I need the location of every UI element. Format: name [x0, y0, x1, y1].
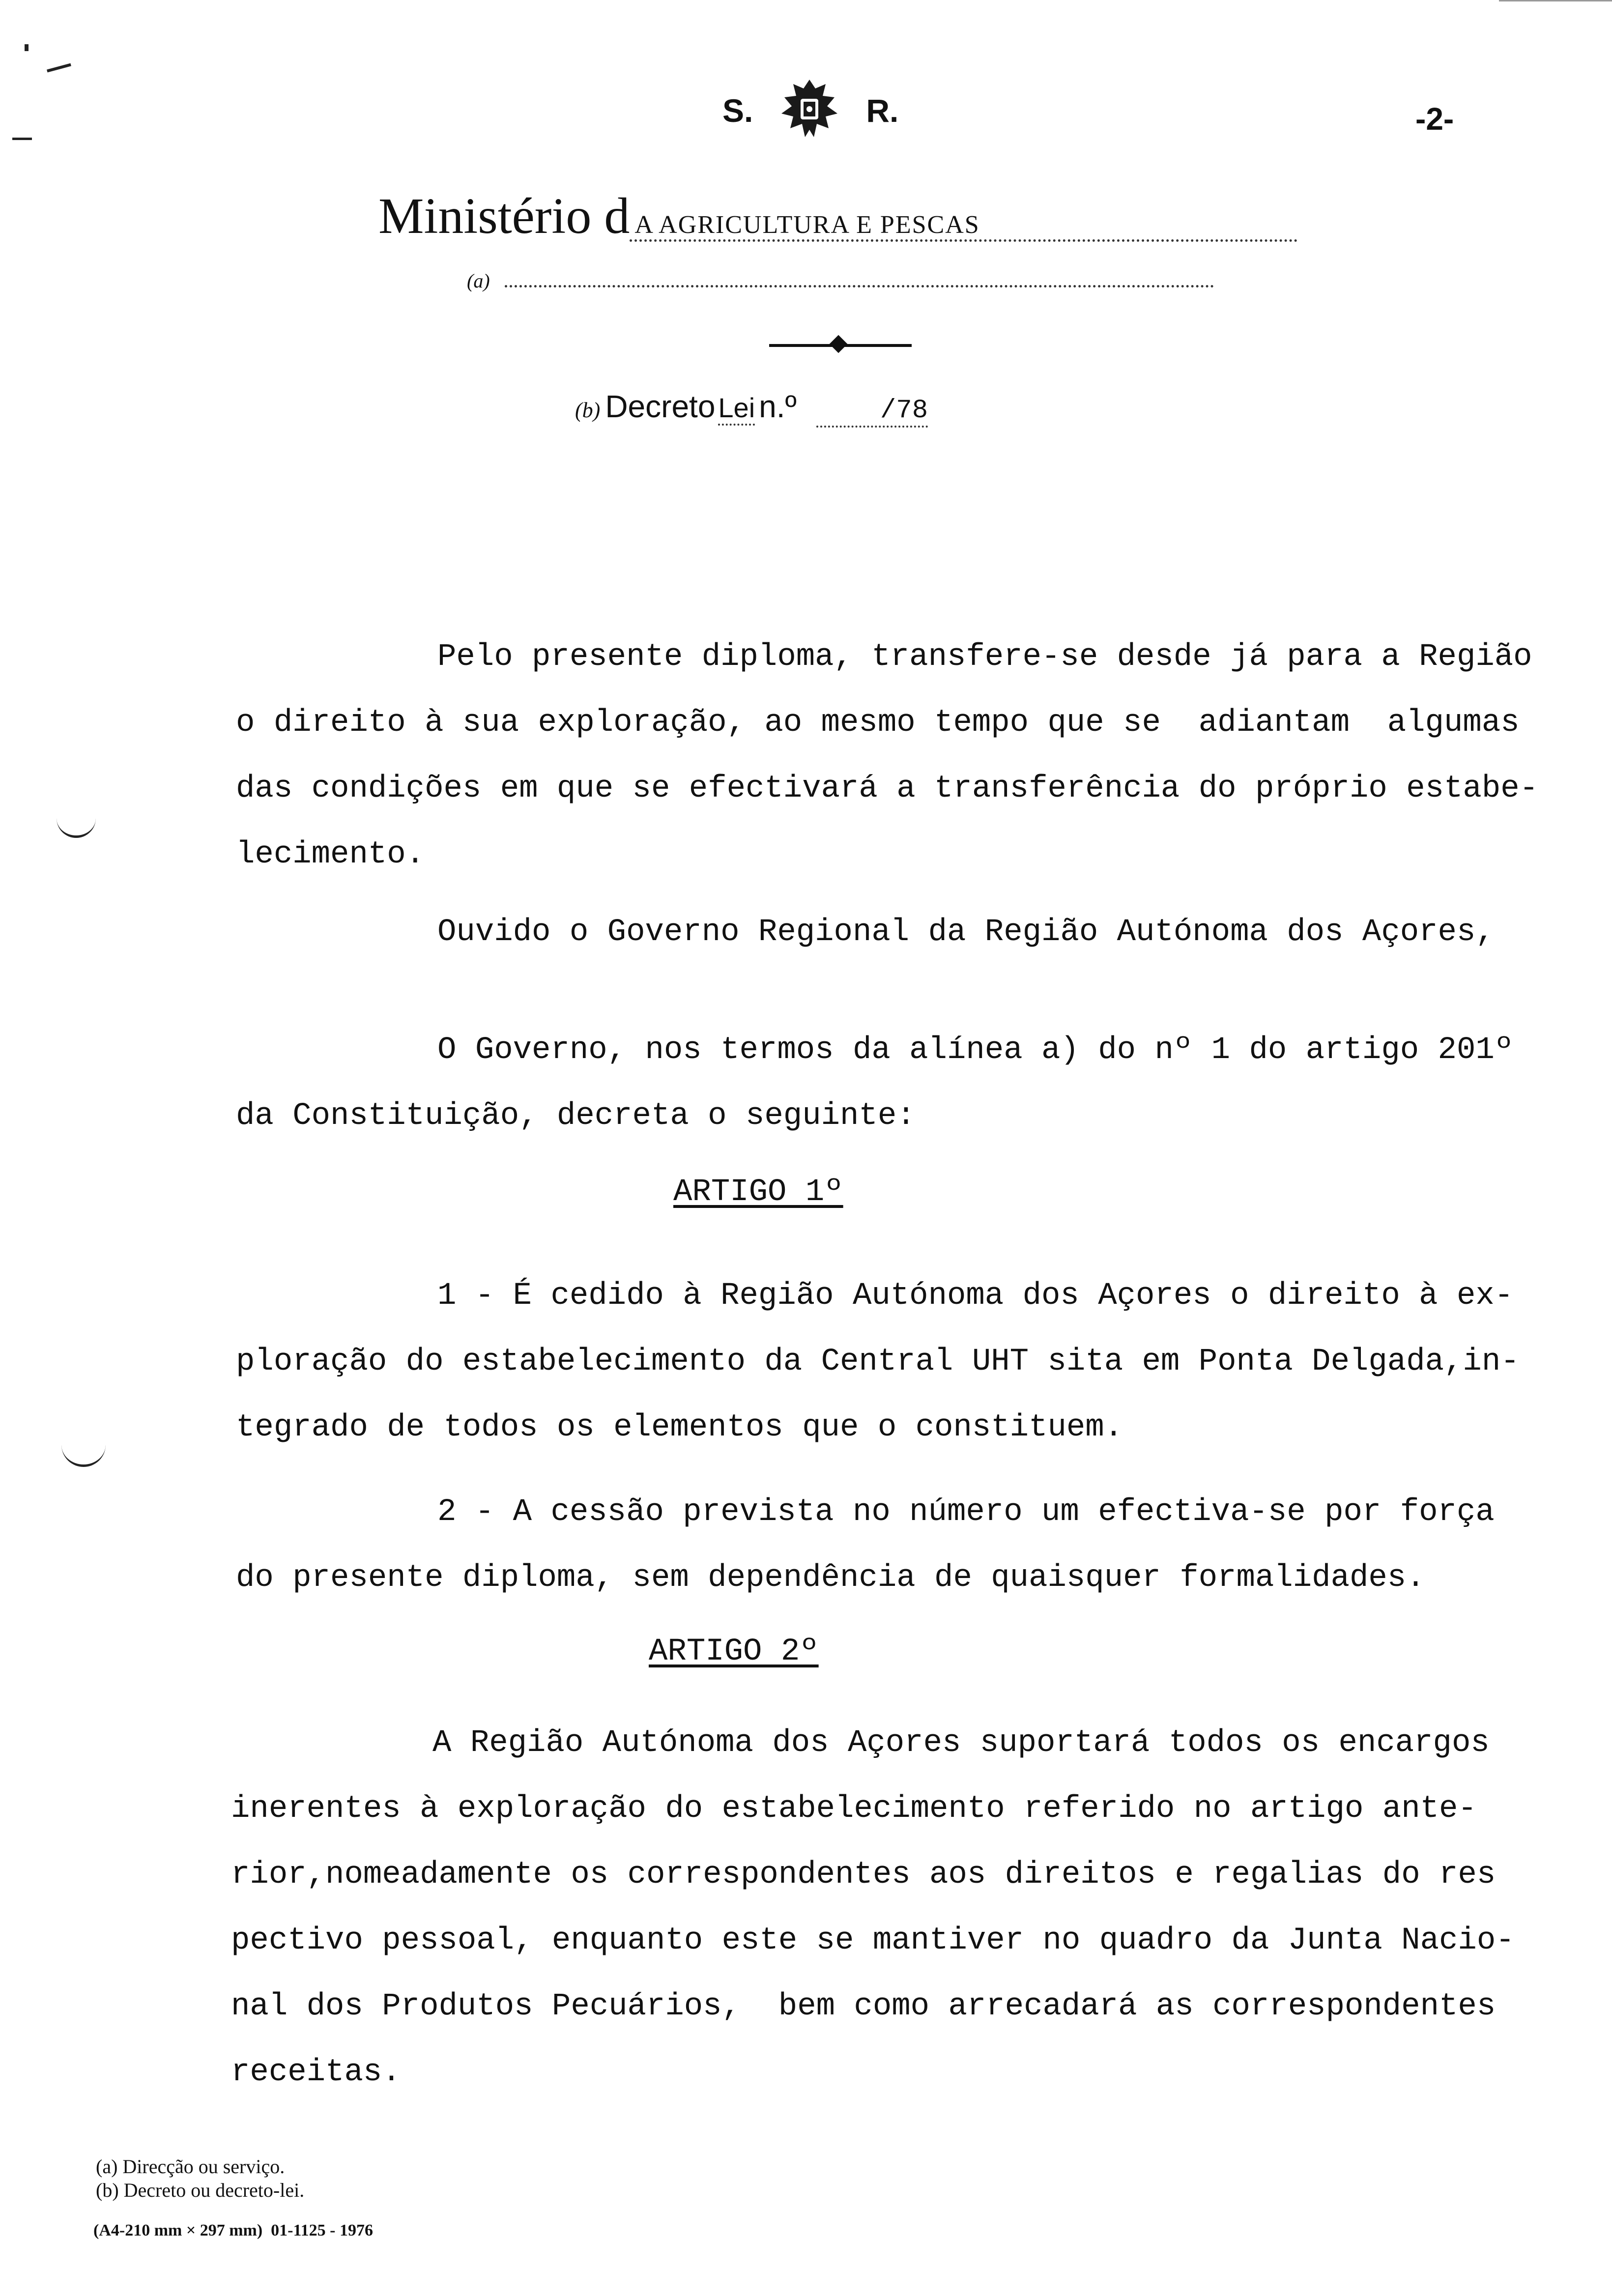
ministry-label: Ministério d [378, 188, 630, 244]
ministry-line [378, 187, 1297, 245]
form-identifier: (A4-210 mm × 297 mm) 01-1125 - 1976 [93, 2221, 373, 2239]
header-letter-s: S. [722, 92, 753, 129]
diamond-ornament-icon [830, 335, 848, 353]
direction-marker: (a) [467, 270, 490, 292]
text-line: ploração do estabelecimento da Central UHT sita em Ponta Delgada,in- [236, 1344, 1520, 1379]
decree-type: Lei [718, 392, 755, 426]
scan-mark [12, 138, 32, 140]
text-line: nal dos Produtos Pecuários, bem como arrecadará as correspondentes [231, 1989, 1496, 2024]
article-1-item-1 [236, 1263, 1520, 1461]
scan-edge-line [1499, 0, 1612, 1]
intro-paragraph-1 [236, 624, 1538, 888]
decree-label: Decreto [605, 389, 716, 424]
text-line: da Constituição, decreta o seguinte: [236, 1098, 916, 1134]
text-line: Ouvido o Governo Regional da Região Autónoma dos Açores, [437, 915, 1495, 950]
scan-mark [25, 44, 29, 51]
text-line: inerentes à exploração do estabelecimento referido no artigo ante- [231, 1791, 1477, 1827]
article-2-heading: ARTIGO 2º [649, 1634, 819, 1669]
intro-paragraph-2 [437, 899, 1495, 965]
coat-of-arms-seal-icon [773, 74, 846, 147]
intro-paragraph-3 [236, 1017, 1513, 1149]
footnote-b: (b) Decreto ou decreto-lei. [96, 2179, 305, 2201]
decree-number: /78 [816, 396, 928, 428]
decree-number-label: n.º [759, 389, 797, 424]
punch-hole-mark [61, 1435, 106, 1467]
header-sr [722, 74, 898, 147]
article-2-body [231, 1710, 1515, 2105]
text-line: tegrado de todos os elementos que o constituem. [236, 1410, 1123, 1445]
page-number: -2- [1415, 101, 1454, 137]
ministry-name: A AGRICULTURA E PESCAS [630, 210, 1297, 242]
text-line: lecimento. [236, 837, 425, 872]
text-line: 1 - É cedido à Região Autónoma dos Açores o direito à ex- [437, 1278, 1514, 1314]
article-1-heading: ARTIGO 1º [673, 1175, 843, 1210]
text-line: pectivo pessoal, enquanto este se mantiver no quadro da Junta Nacio- [231, 1923, 1515, 1958]
text-line: do presente diploma, sem dependência de quaisquer formalidades. [236, 1560, 1425, 1596]
decree-line [575, 388, 928, 428]
text-line: Pelo presente diploma, transfere-se desde já para a Região [437, 639, 1532, 675]
scan-mark [47, 63, 71, 73]
text-line: receitas. [231, 2055, 401, 2090]
text-line: O Governo, nos termos da alínea a) do nº 1 do artigo 201º [437, 1033, 1514, 1068]
direction-dotted-blank [505, 275, 1214, 287]
text-line: A Região Autónoma dos Açores suportará todos os encargos [432, 1725, 1490, 1761]
text-line: o direito à sua exploração, ao mesmo tempo que se adiantam algumas [236, 705, 1520, 741]
header-letter-r: R. [866, 92, 899, 129]
text-line: 2 - A cessão prevista no número um efectiva-se por força [437, 1494, 1495, 1530]
decree-marker: (b) [575, 398, 601, 422]
text-line: rior,nomeadamente os correspondentes aos direitos e regalias do res [231, 1857, 1496, 1893]
footnote-a: (a) Direcção ou serviço. [96, 2155, 285, 2178]
article-1-item-2 [236, 1479, 1495, 1611]
direction-line [467, 269, 1214, 292]
punch-hole-mark [57, 806, 96, 838]
text-line: das condições em que se efectivará a transferência do próprio estabe- [236, 771, 1539, 806]
ornamental-divider [769, 344, 912, 347]
